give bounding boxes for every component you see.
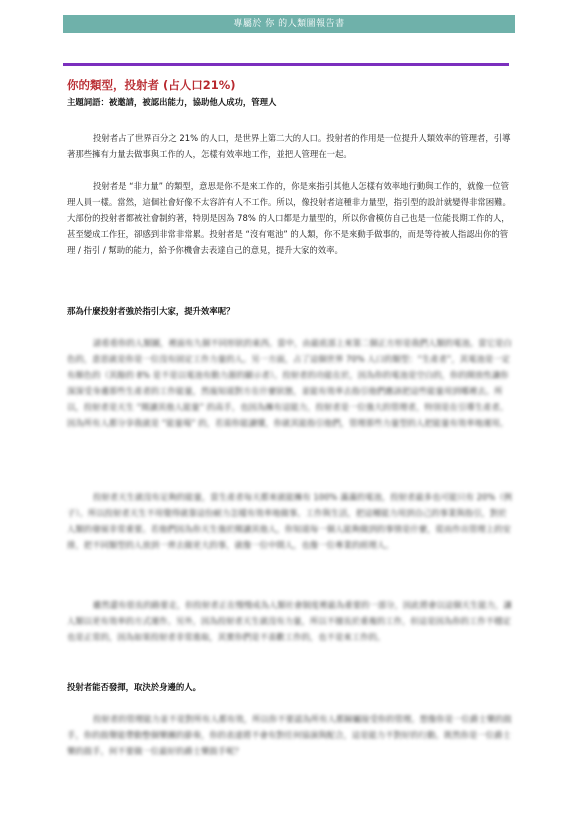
- keywords-line: 主題詞語：被邀請，被認出能力，協助他人成功，管理人: [67, 97, 277, 107]
- section-title: 你的類型，投射者 (占人口21%): [67, 78, 236, 92]
- paragraph-blurred-4: 投射者的管理能力並不是對所有人都有效，所以你不要認為所有人都歸屬接受你的管理。想像你是一位爵士樂的鼓手，你的鼓聲能帶動整個樂團的節奏，你的表達將不會有對任何協演與配合，這是能力不對好的行動。既然你是一位爵士樂的鼓手，何不要做一位最好的爵士樂鼓手呢？: [67, 714, 512, 756]
- paragraph-non-energy: 投射者是 “非力量” 的類型，意思是你不是來工作的，你是來指引其他人怎樣有效率地行動與工作的，就像一位管理人員一樣。當然，這個社會好像不太容許有人不工作。所以，像投射者這種非力量型，指引型的設計就變得非常困難。大部份的投射者都被社會制約著，特別是因為 78% 的人口都是力量型的，所以你會模仿自己也是一位能長期工作的人，甚至變成工作狂，卻感到非常非常累。投射者是 “沒有電池” 的人類，你不是來動手做事的，而是等待被人指認出你的管理 / 指引 / 幫助的能力，給予你機會去表達自己的意見，提升大家的效率。: [67, 181, 511, 255]
- report-banner: 專屬於 你 的人類圖報告書: [63, 15, 515, 33]
- paragraph-blurred-2: 投射者天生就沒有足夠的能量，當生產者每天都來就能擁有 100% 滿滿的電池，投射者最多也可能只有 20%（例子）。所以投射者天生不用覺得就靠這份耐力怎樣有效率地做事。工作與生活，把這種能力用到自己的事業與指引，對於人類的發展非常重要。若他們因為你天生強於閱讀其他人，你知道每一個人能夠做到的事情是什麼，從而作出管理上的安排，把不同類型的人放到一齊去做更大的事，就像一位中間人，也像一位專業的經理人。: [67, 492, 513, 550]
- paragraph-blurred-1: 請看看你的人類圖，裡面有九個不同形狀的東西。當中，由最底部上來第二個正方形是我們人類的電池。當它是白色的，意思就是你是一位沒有固定工作力量的人。另一方面，占了這個世界 70% 人口的類型：“生產者”，其電池是一定有顏色的（其餘的 8% 是不是以電池有動力源的顯示者）。投射者的功能在於，因為你的電池是空白的，你的開放性讓你深深受身邊那些生產者的工作能量，然後知道對方在什麼狀態，並能有效率去指引他們應該把這些能量用到哪裡去。所以，投射者是天生 “閱讀其他人能量” 的高手，也因為擁有這能力，投射者是一位強大的管理者，特別是在引導生產者。因為所有人都分享我就是 “能量場” 的，若需你能讀懂，你就其能指引他們，管理那些力量型的人把能量有效率地運用。: [67, 338, 512, 428]
- paragraph-blurred-3: 雖然還有很長的路要走，但投射者正在慢慢成為人類社會制度裡最為重要的一部分，因此將會以這個天生能力，讓人類以更有效率的方式運作。另外，因為投射者天生就沒有力量，所以不擅長於重複的工作，但這是因為你的工作不穩定也是正常的，因為如果投射者非常進取，其實你們是不喜歡工作的，也不是來工作的。: [67, 600, 512, 642]
- subheading-depends-on-others: 投射者能否發揮，取決於身邊的人。: [67, 682, 201, 692]
- header-rule: [63, 63, 509, 66]
- paragraph-intro: 投射者占了世界百分之 21% 的人口，是世界上第二大的人口。投射者的作用是一位提升人類效率的管理者，引導著那些擁有力量去做事與工作的人，怎樣有效率地工作，並把人管理在一起。: [67, 133, 511, 159]
- subheading-why-projector: 那為什麼投射者強於指引大家，提升效率呢？: [67, 306, 235, 316]
